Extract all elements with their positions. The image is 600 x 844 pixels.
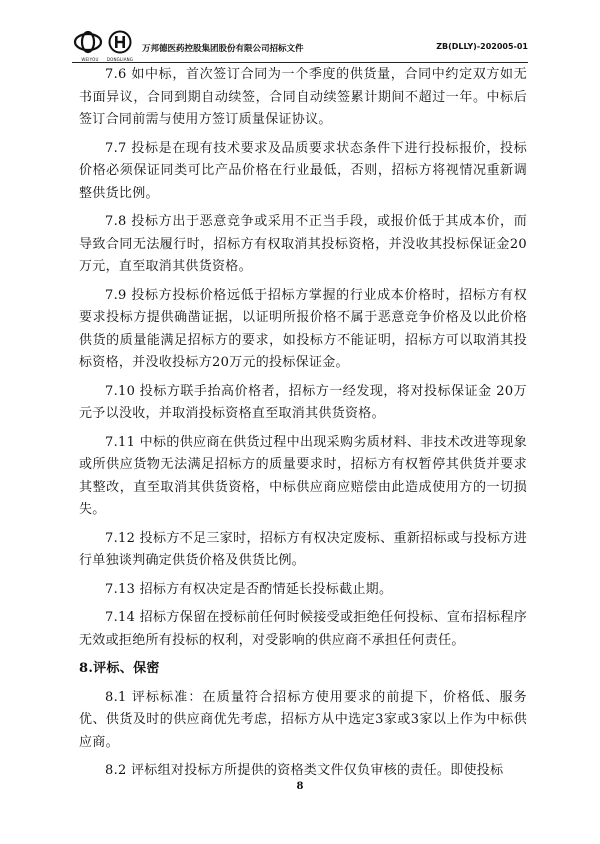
clause-7-10: 7.10 投标方联手抬高价格者，招标方一经发现，将对投标保证金 20万元予以没收，并取消投标资格直至取消其供货资格。: [79, 383, 527, 421]
clause-8-2: 8.2 评标组对投标方所提供的资格类文件仅负审核的责任。即使投标: [105, 763, 504, 778]
document-number: ZB(DLLY)-202005-01: [436, 42, 528, 51]
section-8-heading: 8.评标、保密: [79, 661, 160, 676]
page-header: [72, 28, 528, 63]
weiyou-logo-caption: WEIYOU: [81, 57, 99, 62]
clause-7-8: 7.8 投标方出于恶意竞争或采用不正当手段，或报价低于其成本价，而导致合同无法履行时，招标方有权取消其投标资格，并没收其投标保证金20万元，直至取消其供货资格。: [79, 214, 527, 274]
dongliang-logo: [105, 30, 135, 60]
clause-7-13: 7.13 招标方有权决定是否酌情延长投标截止期。: [105, 581, 393, 597]
clause-8-1: 8.1 评标标准：在质量符合招标方使用要求的前提下，价格低、服务优、供货及时的供应商优先考虑，招标方从中选定3家或3家以上作为中标供应商。: [79, 689, 527, 750]
document-body: [79, 64, 527, 789]
dongliang-logo-caption: DONGLIANG: [106, 57, 134, 62]
weiyou-logo-icon: [72, 30, 104, 54]
clause-7-11: 7.11 中标的供应商在供货过程中出现采购劣质材料、非技术改进等现象或所供应货物无法满足招标方的质量要求时，招标方有权暂停其供货并要求其整改，直至取消其供货资格，中标供应商应赔偿由此造成使用方的一切损失。: [79, 434, 527, 517]
page-number: 8: [296, 781, 304, 792]
clause-7-14: 7.14 招标方保留在授标前任何时候接受或拒绝任何投标、宣布招标程序无效或拒绝所有投标的权利，对受影响的供应商不承担任何责任。: [79, 610, 527, 648]
company-name: 万邦德医药控股集团股份有限公司招标文件: [142, 44, 304, 54]
clause-7-12: 7.12 投标方不足三家时，招标方有权决定废标、重新招标或与投标方进行单独谈判确定供货价格及供货比例。: [79, 530, 527, 568]
weiyou-logo: [72, 30, 106, 60]
clause-7-9: 7.9 投标方投标价格远低于招标方掌握的行业成本价格时，招标方有权要求投标方提供确凿证据，以证明所报价格不属于恶意竞争价格及以此价格供货的质量能满足招标方的要求，如投标方不能证明，招标方可以取消其投标资格，并没收投标方20万元的投标保证金。: [79, 287, 527, 370]
clause-7-7: 7.7 投标是在现有技术要求及品质要求状态条件下进行投标报价，投标价格必须保证同类可比产品价格在行业最低，否则，招标方将视情况重新调整供货比例。: [79, 140, 527, 201]
clause-7-6: 7.6 如中标，首次签订合同为一个季度的供货量，合同中约定双方如无书面异议，合同到期自动续签，合同自动续签累计期间不超过一年。中标后签订合同前需与使用方签订质量保证协议。: [79, 67, 527, 127]
dongliang-logo-icon: [105, 30, 135, 54]
